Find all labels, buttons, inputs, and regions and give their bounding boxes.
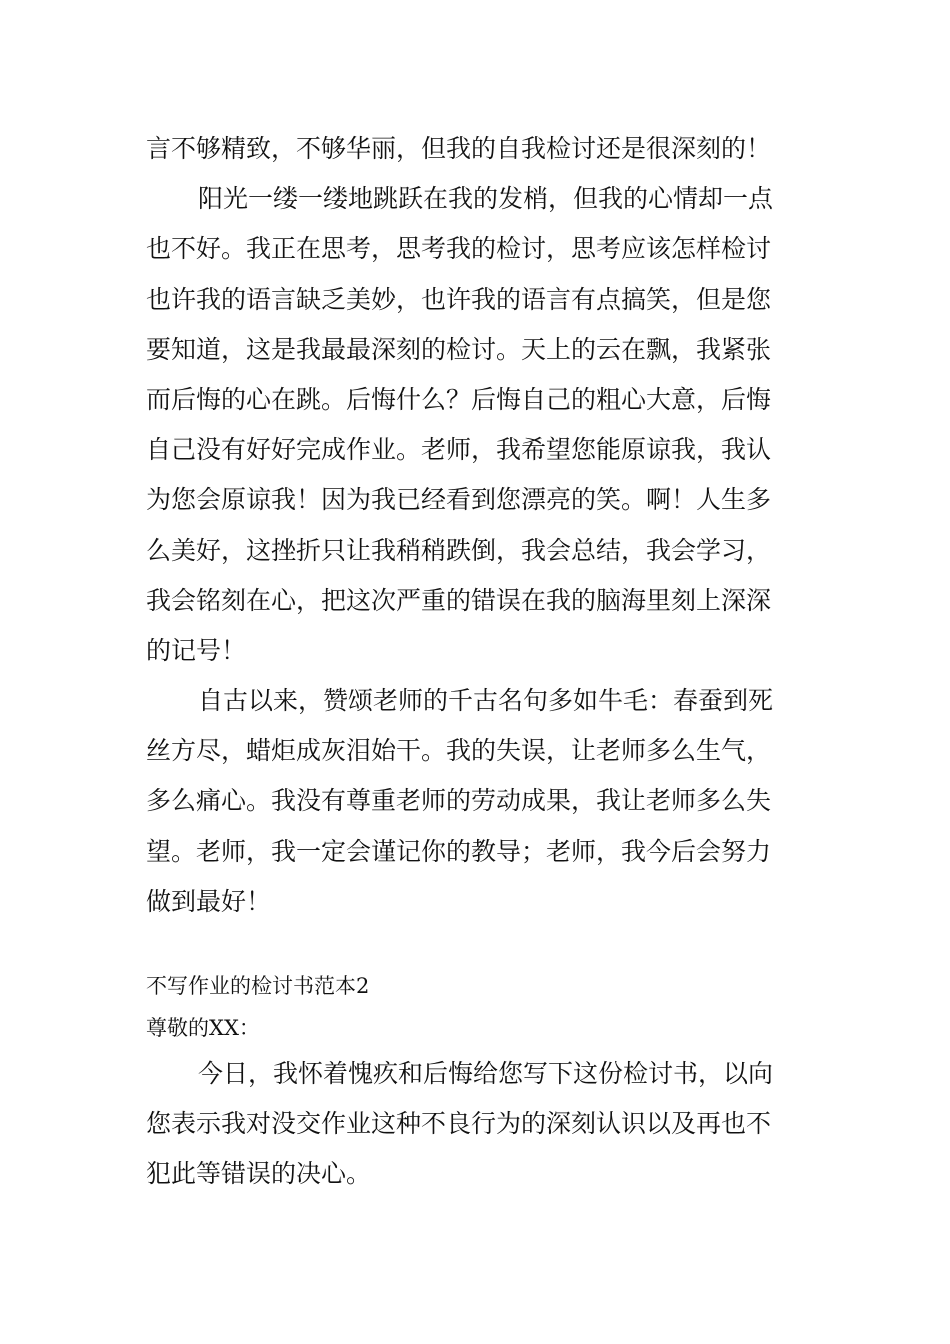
text-line: 也不好。我正在思考，思考我的检讨，思考应该怎样检讨	[146, 234, 772, 264]
text-line: 望。老师，我一定会谨记你的教导；老师，我今后会努力	[146, 836, 772, 866]
paragraph-3	[146, 676, 811, 927]
text-line: 多么痛心。我没有尊重老师的劳动成果，我让老师多么失	[146, 786, 772, 816]
text-line: 做到最好！	[146, 886, 272, 916]
text-line: 犯此等错误的决心。	[146, 1159, 372, 1189]
text-line: 丝方尽，蜡炬成灰泪始干。我的失误，让老师多么生气，	[146, 736, 772, 766]
document-page	[146, 124, 811, 1200]
text-line: 为您会原谅我！因为我已经看到您漂亮的笑。啊！人生多	[146, 485, 772, 515]
text-line: 么美好，这挫折只让我稍稍跌倒，我会总结，我会学习，	[146, 535, 772, 565]
text-line: 我会铭刻在心，把这次严重的错误在我的脑海里刻上深深	[146, 585, 772, 615]
text-line: 阳光一缕一缕地跳跃在我的发梢，但我的心情却一点	[198, 184, 774, 214]
text-line: 您表示我对没交作业这种不良行为的深刻认识以及再也不	[146, 1109, 772, 1139]
text-line: 的记号！	[146, 635, 247, 665]
salutation: 尊敬的XX：	[146, 1016, 260, 1040]
text-line: 自己没有好好完成作业。老师，我希望您能原谅我，我认	[146, 435, 772, 465]
text-line: 言不够精致，不够华丽，但我的自我检讨还是很深刻的！	[146, 134, 772, 163]
paragraph-2	[146, 174, 811, 676]
text-line: 而后悔的心在跳。后悔什么？后悔自己的粗心大意，后悔	[146, 384, 772, 414]
text-line: 也许我的语言缺乏美妙，也许我的语言有点搞笑，但是您	[146, 284, 772, 314]
text-line: 自古以来，赞颂老师的千古名句多如牛毛：春蚕到死	[198, 686, 774, 716]
paragraph-4	[146, 1049, 811, 1200]
paragraph-1	[146, 124, 811, 174]
text-line: 今日，我怀着愧疚和后悔给您写下这份检讨书，以向	[198, 1059, 774, 1088]
text-line: 要知道，这是我最最深刻的检讨。天上的云在飘，我紧张	[146, 334, 772, 364]
section-gap	[146, 927, 811, 965]
section-title: 不写作业的检讨书范本2	[146, 974, 370, 998]
